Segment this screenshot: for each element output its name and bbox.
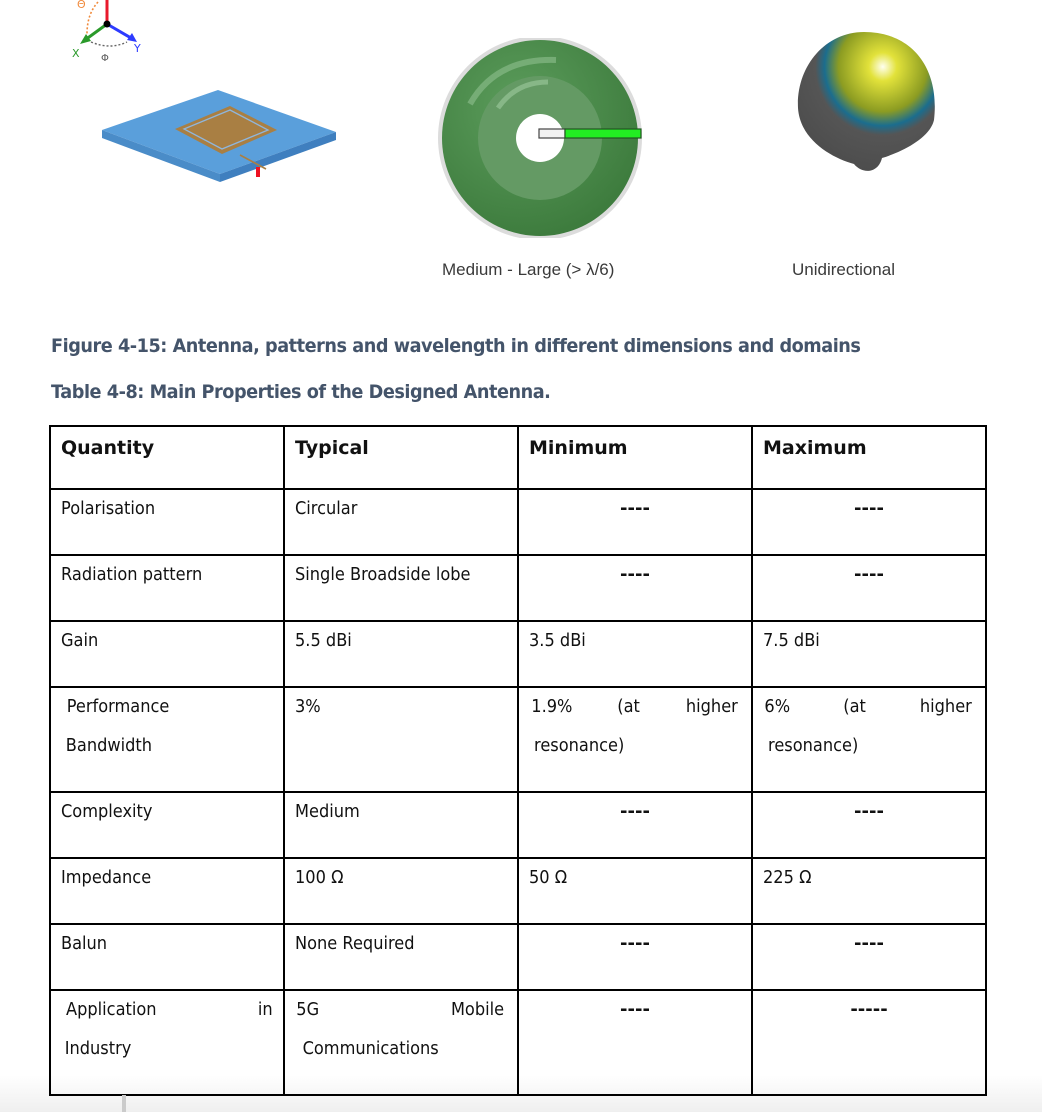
quantity-cell: Polarisation — [61, 498, 156, 519]
typical-cell: Circular — [295, 498, 358, 519]
quantity-cell: Balun — [61, 933, 108, 954]
maximum-cell: ---- — [854, 498, 884, 519]
table-row — [50, 924, 986, 990]
maximum-cell: 6% — [764, 696, 791, 717]
header-typical: Typical — [284, 426, 518, 489]
table-row — [50, 792, 986, 858]
table-row — [50, 489, 986, 555]
table-row — [50, 858, 986, 924]
typical-cell: 100 Ω — [295, 867, 344, 888]
disc-caption: Medium - Large (> λ/6) — [442, 260, 615, 279]
quantity-cell: Gain — [61, 630, 99, 651]
quantity-cell: Performance — [66, 696, 170, 717]
quantity-cell: Radiation pattern — [61, 564, 203, 585]
figure-caption: Figure 4-15: Antenna, patterns and wavelength in different dimensions and domains — [51, 335, 861, 357]
properties-table — [49, 425, 987, 1096]
radiation-pattern-image — [792, 28, 942, 178]
scrollbar-stub[interactable] — [122, 1095, 126, 1112]
y-axis-label: Y — [134, 42, 141, 55]
maximum-cell: 225 Ω — [763, 867, 812, 888]
quantity-cell: Impedance — [61, 867, 152, 888]
theta-label: Θ — [77, 0, 86, 11]
wavelength-disc-image — [436, 38, 644, 238]
typical-cell-word: Mobile — [450, 999, 505, 1020]
minimum-cell-line2: resonance) — [534, 735, 625, 756]
typical-cell: 5.5 dBi — [295, 630, 352, 651]
maximum-cell-word: (at — [843, 696, 866, 717]
table-row — [50, 990, 986, 1095]
maximum-cell: 7.5 dBi — [763, 630, 820, 651]
pattern-caption: Unidirectional — [792, 260, 895, 279]
header-minimum: Minimum — [518, 426, 752, 489]
maximum-cell-line2: resonance) — [768, 735, 859, 756]
typical-cell: None Required — [295, 933, 415, 954]
header-maximum: Maximum — [752, 426, 986, 489]
minimum-cell: ---- — [620, 933, 650, 954]
minimum-cell: 3.5 dBi — [529, 630, 586, 651]
minimum-cell: ---- — [620, 999, 650, 1020]
minimum-cell: 50 Ω — [529, 867, 568, 888]
quantity-cell-line2: Bandwidth — [65, 735, 153, 756]
maximum-cell: ----- — [850, 999, 888, 1020]
minimum-cell: ---- — [620, 498, 650, 519]
quantity-cell: Application — [66, 999, 157, 1020]
minimum-cell: ---- — [620, 801, 650, 822]
quantity-cell-line2: Industry — [64, 1038, 132, 1059]
minimum-cell-word: higher — [686, 696, 739, 717]
maximum-cell: ---- — [854, 801, 884, 822]
maximum-cell: ---- — [854, 564, 884, 585]
typical-cell: Medium — [295, 801, 360, 822]
maximum-cell: ---- — [854, 933, 884, 954]
typical-cell: 5G — [296, 999, 320, 1020]
feed-port-icon — [256, 167, 260, 177]
antenna-model-image — [100, 88, 340, 200]
phi-label: Φ — [101, 53, 109, 64]
quantity-cell: Complexity — [61, 801, 153, 822]
minimum-cell: 1.9% — [531, 696, 573, 717]
header-quantity: Quantity — [50, 426, 284, 489]
table-caption: Table 4-8: Main Properties of the Designed Antenna. — [51, 381, 551, 403]
minimum-cell: ---- — [620, 564, 650, 585]
minimum-cell-word: (at — [617, 696, 641, 717]
x-axis-label: X — [72, 47, 80, 60]
maximum-cell-word: higher — [920, 696, 973, 717]
typical-cell-line2: Communications — [302, 1038, 439, 1059]
coordinate-axes-icon — [55, 0, 165, 65]
table-header-row — [50, 426, 986, 489]
table-row — [50, 687, 986, 792]
table-row — [50, 621, 986, 687]
typical-cell: Single Broadside lobe — [295, 564, 471, 585]
quantity-cell-word: in — [257, 999, 273, 1020]
typical-cell: 3% — [295, 696, 321, 717]
table-row — [50, 555, 986, 621]
